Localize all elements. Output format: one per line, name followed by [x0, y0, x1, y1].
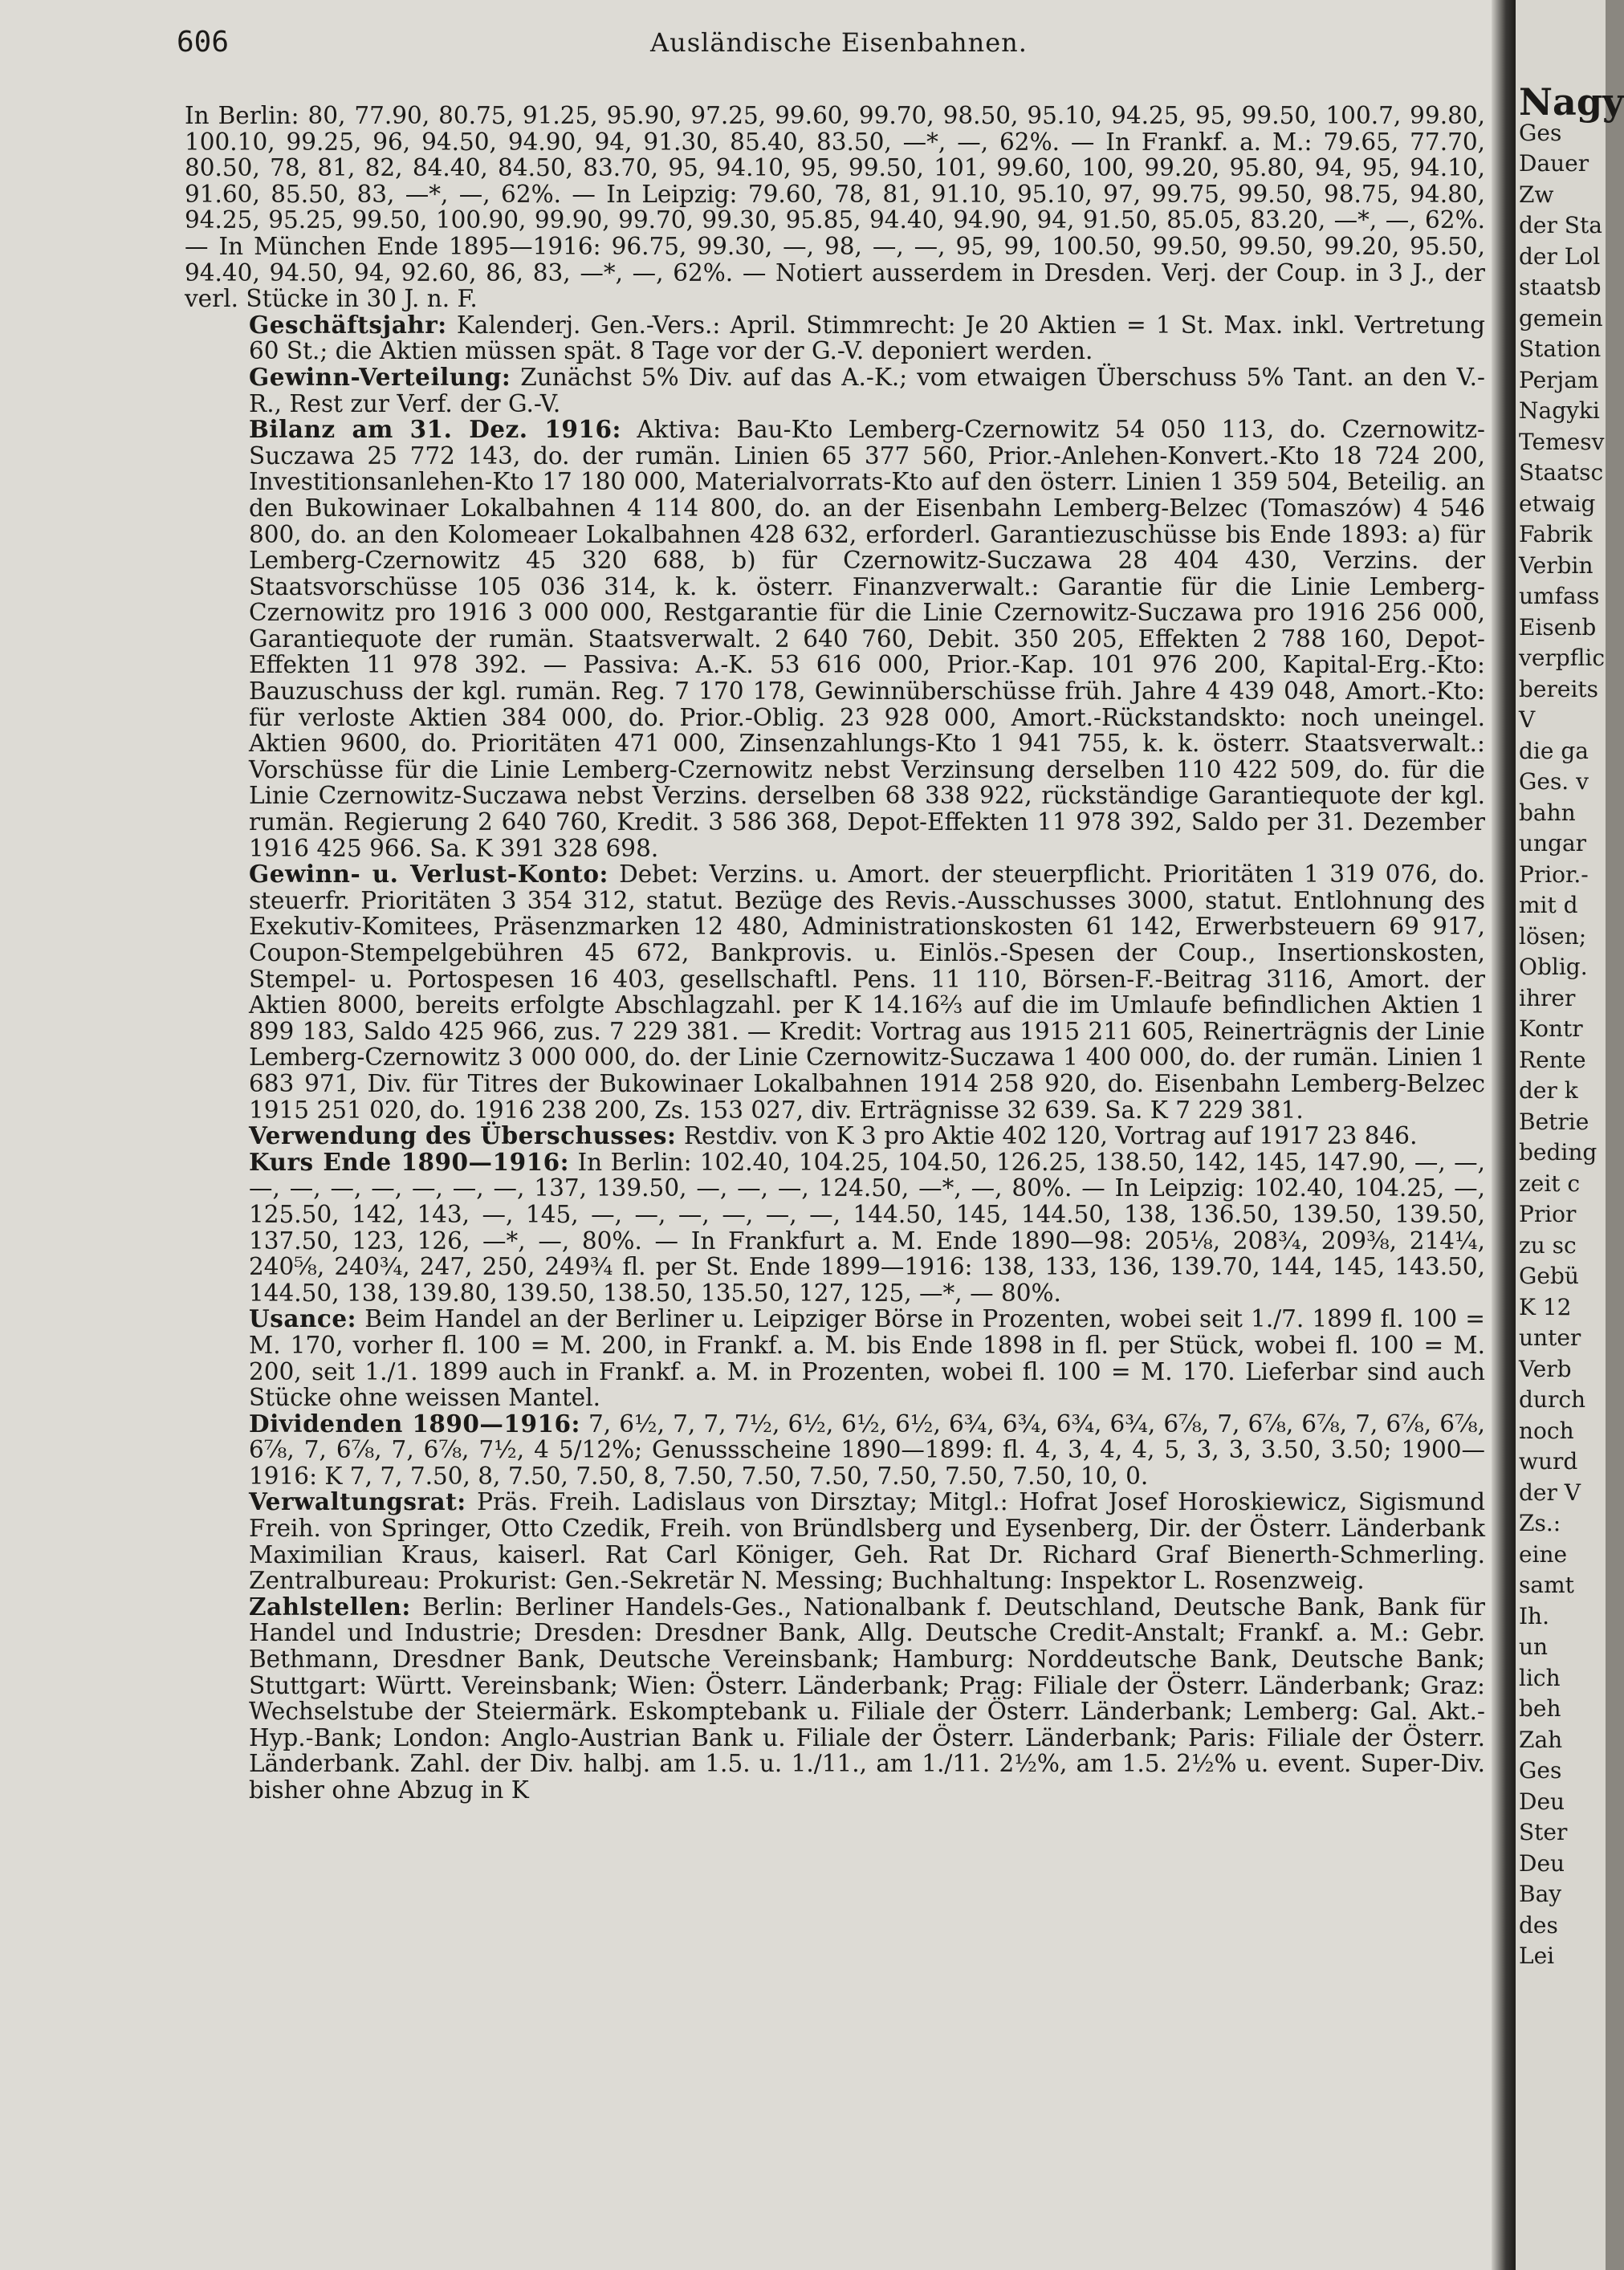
paragraph-heading: Bilanz am 31. Dez. 1916: [249, 415, 621, 444]
adjacent-page-fragment: der Lol [1519, 242, 1601, 270]
paragraph [185, 1594, 1485, 1804]
adjacent-page-fragment: beh [1519, 1695, 1561, 1722]
paragraph [185, 861, 1485, 1123]
paragraph [185, 1411, 1485, 1490]
adjacent-page-fragment: der k [1519, 1077, 1578, 1104]
adjacent-page-fragment: Prior [1519, 1201, 1577, 1227]
adjacent-page-fragment: Dauer [1519, 150, 1589, 177]
adjacent-page-edge [1516, 0, 1624, 2270]
adjacent-page-fragment: Lei [1519, 1943, 1555, 1969]
paragraph [185, 103, 1485, 312]
running-head [177, 26, 1485, 58]
adjacent-page-fragment: V [1519, 706, 1536, 733]
paragraph-text: Kalenderj. Gen.-Vers.: April. Stimmrecht: Je 20 Aktien = 1 St. Max. inkl. Vertretung 60 St.; die Aktien müssen spät. 8 Tage vor der G.-V. deponiert werden. [249, 311, 1485, 365]
adjacent-page-fragment: Ster [1519, 1819, 1568, 1845]
adjacent-page-fragment: Deu [1519, 1849, 1565, 1877]
book-gutter [1492, 0, 1516, 2270]
paragraph [185, 1149, 1485, 1307]
paragraph-text: Berlin: Berliner Handels-Ges., Nationalbank f. Deutschland, Deutsche Bank, Bank für Handel und Industrie; Dresden: Dresdner Bank, Allg. Deutsche Credit-Anstalt; Frankf. a. M.: Gebr. Bethmann, Dresdner Bank, Deutsche Vereinsbank; Hamburg: Norddeutsche Bank, Deutsche Bank; Stuttgart: Württ. Vereinsbank; Wien: Österr. Länderbank; Prag: Filiale der Österr. Länderbank; Graz: Wechselstube der Steiermärk. Eskomptebank u. Filiale der Österr. Länderbank; Lemberg: Gal. Akt.-Hyp.-Bank; London: Anglo-Austrian Bank u. Filiale der Österr. Länderbank; Paris: Filiale der Österr. Länderbank. Zahl. der Div. halbj. am 1.5. u. 1./11., am 1./11. 2½%, am 1.5. 2½% u. event. Super-Div. bisher ohne Abzug in K [249, 1593, 1485, 1804]
adjacent-page-fragment: Verb [1519, 1355, 1572, 1382]
adjacent-page-fragment: durch [1519, 1386, 1586, 1413]
paragraph-text: Beim Handel an der Berliner u. Leipziger Börse in Prozenten, wobei seit 1./7. 1899 fl. 100 = M. 170, vorher fl. 100 = M. 200, in Frankf. a. M. bis Ende 1898 in fl. per Stück, wobei fl. 100 = M. 200, seit 1./1. 1899 auch in Frankf. a. M. in Prozenten, wobei fl. 100 = M. 170. Lieferbar sind auch Stücke ohne weissen Mantel. [249, 1305, 1485, 1412]
adjacent-page-fragment: Perjam [1519, 366, 1599, 393]
adjacent-page-fragment: Ges. v [1519, 768, 1589, 795]
adjacent-page-fragment: lich [1519, 1664, 1561, 1691]
adjacent-page-fragment: Gebü [1519, 1263, 1579, 1289]
paragraph-text: Debet: Verzins. u. Amort. der steuerpflicht. Prioritäten 1 319 076, do. steuerfr. Prioritäten 3 354 312, statut. Bezüge des Revis.-Ausschusses 3000, statut. Entlohnung des Exekutiv-Komitees, Präsenzmarken 12 480, Administrationskosten 61 142, Erwerbsteuern 69 917, Coupon-Stempelgebühren 45 672, Bankprovis. u. Einlös.-Spesen der Coup., Insertionskosten, Stempel- u. Portospesen 16 403, gesellschaftl. Pens. 11 110, Börsen-F.-Beitrag 3116, Amort. der Aktien 8000, bereits erfolgte Abschlagzahl. per K 14.16⅔ auf die im Umlaufe befindlichen Aktien 1 899 183, Saldo 425 966, zus. 7 229 381. — Kredit: Vortrag aus 1915 211 605, Reinerträgnis der Linie Lemberg-Czernowitz 3 000 000, do. der Linie Czernowitz-Suczawa 1 400 000, do. der rumän. Linien 1 683 971, Div. für Titres der Bukowinaer Lokalbahnen 1914 258 920, do. Eisenbahn Lemberg-Belzec 1915 251 020, do. 1916 238 200, Zs. 153 027, div. Erträgnisse 32 639. Sa. K 7 229 381. [249, 860, 1485, 1124]
adjacent-page-fragment: Zs.: [1519, 1510, 1561, 1536]
paragraph-text: Restdiv. von K 3 pro Aktie 402 120, Vortrag auf 1917 23 846. [683, 1122, 1418, 1150]
paragraph-heading: Usance: [249, 1304, 357, 1333]
adjacent-page-fragment: gemein [1519, 304, 1603, 332]
page-title: Ausländische Eisenbahnen. [650, 27, 1028, 58]
adjacent-page-fragment: Ges [1519, 1757, 1562, 1784]
paragraph-text: Präs. Freih. Ladislaus von Dirsztay; Mitgl.: Hofrat Josef Horoskiewicz, Sigismund Freih. von Springer, Otto Czedik, Freih. von Bründlsberg und Eysenberg, Dir. der Österr. Länderbank Maximilian Kraus, kaiserl. Rat Carl Königer, Geh. Rat Dr. Richard Graf Bienerth-Schmerling. Zentralbureau: Prokurist: Gen.-Sekretär N. Messing; Buchhaltung: Inspektor L. Rosenzweig. [249, 1488, 1485, 1595]
adjacent-page-fragment: Rente [1519, 1046, 1586, 1073]
adjacent-page-fragment: Eisenb [1519, 613, 1597, 641]
adjacent-page-fragment: umfass [1519, 583, 1600, 609]
adjacent-page-fragment: K 12 [1519, 1293, 1572, 1320]
paragraph-text: Aktiva: Bau-Kto Lemberg-Czernowitz 54 050 113, do. Czernowitz-Suczawa 25 772 143, do. der rumän. Linien 65 377 560, Prior.-Anlehen-Konvert.-Kto 18 724 200, Investitionsanlehen-Kto 17 180 000, Materialvorrats-Kto auf den österr. Linien 1 359 504, Beteilig. an den Bukowinaer Lokalbahnen 4 114 800, do. an der Eisenbahn Lemberg-Belzec (Tomaszów) 4 546 800, do. an den Kolomeaer Lokalbahnen 428 632, erforderl. Garantiezuschüsse bis Ende 1893: a) für Lemberg-Czernowitz 45 320 688, b) für Czernowitz-Suczawa 28 404 430, Verzins. der Staatsvorschüsse 105 036 314, k. k. österr. Finanzverwalt.: Garantie für die Linie Lemberg-Czernowitz pro 1916 3 000 000, Restgarantie für die Linie Czernowitz-Suczawa pro 1916 256 000, Garantiequote der rumän. Staatsverwalt. 2 640 760, Debit. 350 205, Effekten 2 788 160, Depot-Effekten 11 978 392. — Passiva: A.-K. 53 616 000, Prior.-Kap. 101 976 200, Kapital-Erg.-Kto: Bauzuschuss der kgl. rumän. Reg. 7 170 178, Gewinnüberschüsse früh. Jahre 4 439 048, Amort.-Kto: für verloste Aktien 384 000, do. Prior.-Oblig. 23 928 000, Amort.-Rückstandskto: noch uneingel. Aktien 9600, do. Prioritäten 471 000, Zinsenzahlungs-Kto 1 941 755, k. k. österr. Staatsverwalt.: Vorschüsse für die Linie Lemberg-Czernowitz nebst Verzinsung derselben 110 422 509, do. für die Linie Czernowitz-Suczawa nebst Verzins. derselben 68 338 922, rückständige Garantiequote der kgl. rumän. Regierung 2 640 760, Kredit. 3 586 368, Depot-Effekten 11 978 392, Saldo per 31. Dezember 1916 425 966. Sa. K 391 328 698. [249, 416, 1485, 862]
paragraph [185, 364, 1485, 417]
adjacent-page-fragment: staatsb [1519, 274, 1602, 300]
paragraph [185, 1489, 1485, 1593]
adjacent-page-fragment: der V [1519, 1479, 1581, 1506]
adjacent-page-fragment: mit d [1519, 892, 1578, 918]
adjacent-page-fragment: ihrer [1519, 984, 1576, 1011]
adjacent-page-fragment: etwaig [1519, 490, 1596, 517]
adjacent-page-fragment: ungar [1519, 830, 1587, 856]
paragraph-heading: Geschäftsjahr: [249, 310, 447, 339]
paragraph [185, 417, 1485, 861]
adjacent-page-fragment: Prior.- [1519, 860, 1589, 888]
paragraph-heading: Verwendung des Überschusses: [249, 1121, 677, 1150]
adjacent-page-fragment: Fabrik [1519, 521, 1593, 547]
adjacent-page-fragment: Ges [1519, 119, 1562, 146]
adjacent-page-fragment: Verbin [1519, 551, 1593, 579]
adjacent-page-fragment: Ih. [1519, 1602, 1549, 1629]
adjacent-page-fragment: eine [1519, 1540, 1568, 1568]
adjacent-page-fragment: des [1519, 1911, 1558, 1938]
adjacent-page-fragment: Zah [1519, 1726, 1563, 1753]
paragraph-text: 7, 6½, 7, 7, 7½, 6½, 6½, 6½, 6¾, 6¾, 6¾, 6¾, 6⅞, 7, 6⅞, 6⅞, 7, 6⅞, 6⅞, 6⅞, 7, 6⅞, 7, 6⅞, 7½, 4 5/12%; Genussscheine 1890—1899: fl. 4, 3, 4, 4, 5, 3, 3, 3.50, 3.50; 1900—1916: K 7, 7, 7.50, 8, 7.50, 7.50, 8, 7.50, 7.50, 7.50, 7.50, 7.50, 7.50, 10, 0. [249, 1410, 1485, 1490]
adjacent-page-fragment: Oblig. [1519, 954, 1588, 980]
adjacent-page-fragment: Station [1519, 336, 1602, 362]
adjacent-page-fragment: Kontr [1519, 1015, 1583, 1042]
paragraph-heading: Gewinn- u. Verlust-Konto: [249, 860, 608, 889]
paragraph-text: Zunächst 5% Div. auf das A.-K.; vom etwaigen Überschuss 5% Tant. an den V.-R., Rest zur Verf. der G.-V. [249, 363, 1485, 417]
adjacent-page-fragment: Nagy [1519, 80, 1624, 124]
adjacent-page-fragment: bereits [1519, 675, 1599, 702]
adjacent-page-fragment: Betrie [1519, 1108, 1589, 1135]
paragraph-text: In Berlin: 80, 77.90, 80.75, 91.25, 95.90, 97.25, 99.60, 99.70, 98.50, 95.10, 94.25, 95, 99.50, 100.7, 99.80, 100.10, 99.25, 96, 94.50, 94.90, 94, 91.30, 85.40, 83.50, —*, —, 62%. — In Frankf. a. M.: 79.65, 77.70, 80.50, 78, 81, 82, 84.40, 84.50, 83.70, 95, 94.10, 95, 99.50, 101, 99.60, 100, 99.20, 95.80, 94, 95, 94.10, 91.60, 85.50, 83, —*, —, 62%. — In Leipzig: 79.60, 78, 81, 91.10, 95.10, 97, 99.75, 99.50, 98.75, 94.80, 94.25, 95.25, 99.50, 100.90, 99.90, 99.70, 99.30, 95.85, 94.40, 94.90, 94, 91.50, 85.05, 83.20, —*, —, 62%. — In München Ende 1895—1916: 96.75, 99.30, —, 98, —, —, 95, 99, 100.50, 99.50, 99.50, 99.20, 95.50, 94.40, 94.50, 94, 92.60, 86, 83, —*, —, 62%. — Notiert ausserdem in Dresden. Verj. der Coup. in 3 J., der verl. Stücke in 30 J. n. F. [185, 102, 1485, 313]
adjacent-page-fragment: lösen; [1519, 922, 1587, 950]
paragraph-text: In Berlin: 102.40, 104.25, 104.50, 126.25, 138.50, 142, 145, 147.90, —, —, —, —, —, —, —, —, —, 137, 139.50, —, —, —, 124.50, —*, —, 80%. — In Leipzig: 102.40, 104.25, —, 125.50, 142, 143, —, 145, —, —, —, —, —, —, 144.50, 145, 144.50, 138, 136.50, 139.50, 139.50, 137.50, 123, 126, —*, —, 80%. — In Frankfurt a. M. Ende 1890—98: 205⅛, 208¾, 209⅜, 214¼, 240⅝, 240¾, 247, 250, 249¾ fl. per St. Ende 1899—1916: 138, 133, 136, 139.70, 144, 145, 143.50, 144.50, 138, 139.80, 139.50, 138.50, 135.50, 127, 125, —*, — 80%. [249, 1148, 1486, 1307]
page-body [185, 103, 1485, 1804]
page-number: 606 [177, 26, 230, 59]
paragraph-heading: Dividenden 1890—1916: [249, 1409, 580, 1438]
adjacent-page-fragment: Nagyki [1519, 397, 1600, 424]
adjacent-page-fragment: beding [1519, 1139, 1598, 1166]
adjacent-page-fragment: Bay [1519, 1881, 1562, 1907]
adjacent-page-fragment: zeit c [1519, 1170, 1581, 1197]
adjacent-page-fragment: Temesv [1519, 428, 1605, 455]
adjacent-page-fragment: verpflic [1519, 645, 1606, 671]
paragraph [185, 1123, 1485, 1149]
adjacent-page-fragment: Staatsc [1519, 459, 1604, 486]
adjacent-page-fragment: Deu [1519, 1788, 1565, 1815]
adjacent-page-fragment: samt [1519, 1572, 1574, 1598]
paragraph [185, 1306, 1485, 1410]
adjacent-page-fragment: bahn [1519, 799, 1576, 826]
adjacent-page-fragment: unter [1519, 1324, 1581, 1351]
adjacent-page-fragment: un [1519, 1633, 1549, 1660]
adjacent-page-fragment: noch [1519, 1417, 1574, 1444]
paragraph-heading: Verwaltungsrat: [249, 1487, 466, 1516]
paragraph [185, 312, 1485, 364]
adjacent-page-fragment: die ga [1519, 737, 1589, 764]
adjacent-page-fragment: Zw [1519, 181, 1554, 208]
paragraph-heading: Kurs Ende 1890—1916: [249, 1147, 570, 1176]
adjacent-page-fragment: der Sta [1519, 212, 1602, 238]
paragraph-heading: Zahlstellen: [249, 1592, 411, 1621]
adjacent-page-fragment: wurd [1519, 1448, 1578, 1475]
paragraph-heading: Gewinn-Verteilung: [249, 362, 511, 391]
adjacent-page-fragment: zu sc [1519, 1231, 1577, 1259]
